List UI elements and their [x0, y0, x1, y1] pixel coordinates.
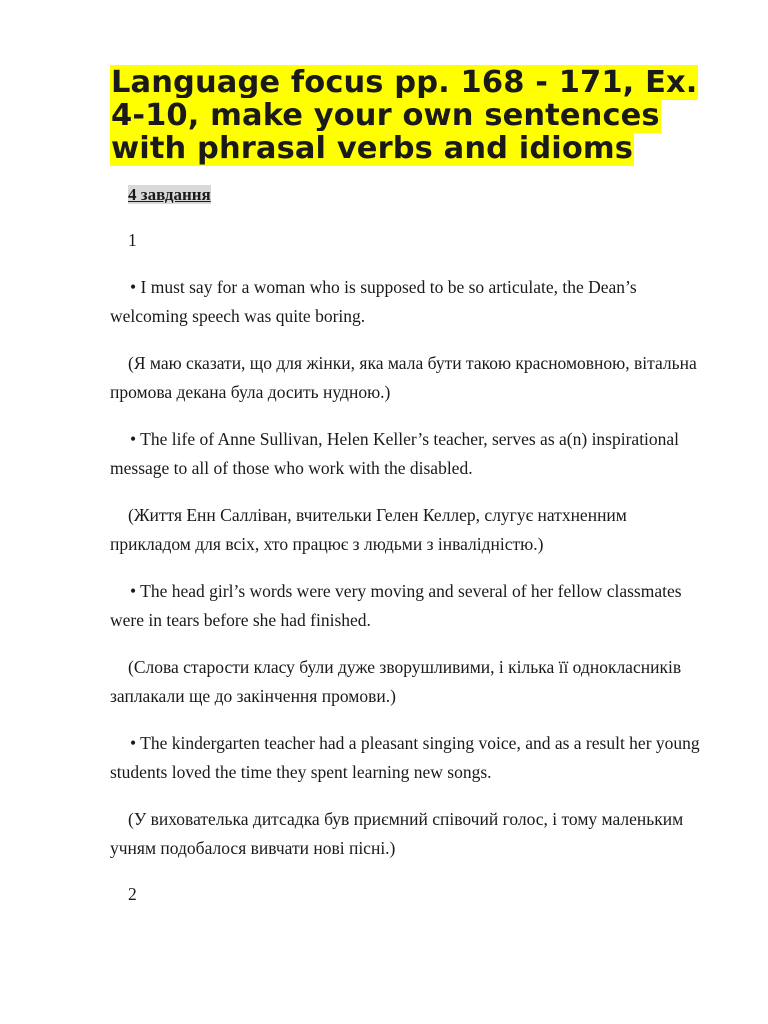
sentence-uk: (Життя Енн Салліван, вчительки Гелен Келлер, слугує натхненним прикладом для всіх, хто працює з людьми з інвалідністю.)	[110, 504, 627, 554]
document-page	[110, 66, 710, 909]
item-number: 1	[128, 230, 137, 250]
sentence-en: • The kindergarten teacher had a pleasant singing voice, and as a result her young students loved the time they spent learning new songs.	[110, 732, 700, 782]
section-heading-text: 4 завдання	[128, 185, 211, 204]
item-number: 2	[128, 883, 137, 904]
title-text: Language focus pp. 168 - 171, Ex. 4-10, make your own sentences with phrasal verbs and idioms	[111, 65, 698, 166]
sentence-en: • The life of Anne Sullivan, Helen Keller’s teacher, serves as a(n) inspirational message to all of those who work with the disabled.	[110, 428, 680, 478]
sentence-uk: (Я маю сказати, що для жінки, яка мала бути такою красномовною, вітальна промова декана була досить нудною.)	[110, 352, 697, 402]
sentence-en: • I must say for a woman who is supposed to be so articulate, the Dean’s welcoming speech was quite boring.	[110, 276, 637, 326]
document-title	[110, 66, 710, 165]
section-heading	[110, 179, 710, 210]
sentence-uk: (У вихователька дитсадка був приємний співочий голос, і тому маленьким учням подобалося вивчати нові пісні.)	[110, 808, 684, 858]
sentence-uk: (Слова старости класу були дуже зворушливими, і кілька її однокласників заплакали ще до закінчення промови.)	[110, 656, 682, 706]
sentence-en: • The head girl’s words were very moving and several of her fellow classmates were in tears before she had finished.	[110, 580, 682, 630]
